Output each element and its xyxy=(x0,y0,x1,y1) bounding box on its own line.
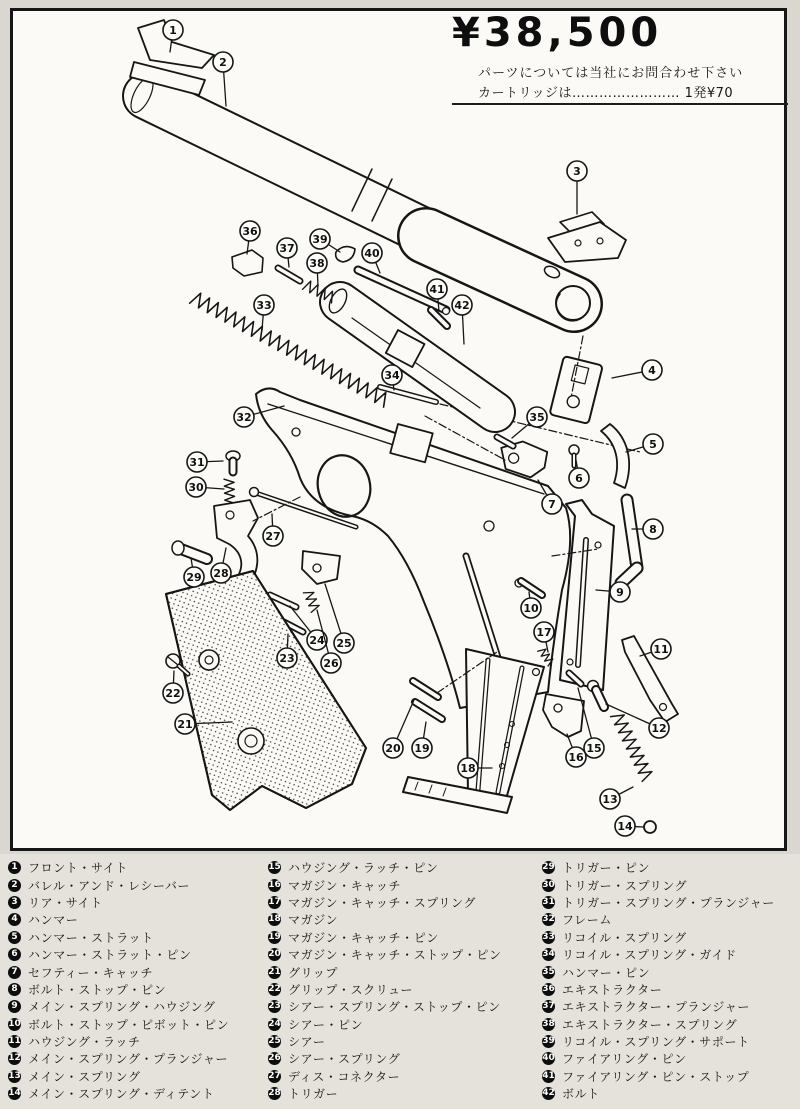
part-label: フロント・サイト xyxy=(28,861,128,876)
part-label: シアー・スプリング xyxy=(288,1052,401,1067)
svg-text:31: 31 xyxy=(189,455,205,469)
callout-balloon-28 xyxy=(211,548,231,583)
parts-list-item xyxy=(268,876,502,893)
svg-text:37: 37 xyxy=(279,241,295,255)
parts-list-item xyxy=(8,998,229,1015)
callout-balloon-25 xyxy=(325,584,354,653)
part-number-badge: 20 xyxy=(268,949,281,960)
part-number-badge: 14 xyxy=(8,1088,21,1099)
svg-text:22: 22 xyxy=(165,686,181,700)
parts-list-item xyxy=(542,946,775,963)
part-number-badge: 30 xyxy=(542,879,555,890)
part-label: リコイル・スプリング・サポート xyxy=(562,1035,750,1050)
parts-list-item xyxy=(542,998,775,1015)
callout-balloon-37 xyxy=(277,238,297,267)
svg-text:26: 26 xyxy=(323,656,339,670)
parts-list-item xyxy=(8,946,229,963)
part-hammer-drawing xyxy=(549,356,602,424)
parts-list-column-3 xyxy=(542,859,775,1102)
part-grip-drawing xyxy=(166,571,366,810)
parts-list-item xyxy=(542,1050,775,1067)
part-number-badge: 9 xyxy=(8,1000,21,1013)
svg-text:42: 42 xyxy=(454,298,470,312)
part-label: バレル・アンド・レシーバー xyxy=(28,878,191,893)
svg-text:33: 33 xyxy=(256,298,272,312)
parts-list-item xyxy=(542,1016,775,1033)
part-number-badge: 31 xyxy=(542,896,555,907)
part-label: ハウジング・ラッチ・ピン xyxy=(288,861,439,876)
svg-text:6: 6 xyxy=(575,471,583,485)
svg-text:8: 8 xyxy=(649,522,657,536)
parts-list-item xyxy=(542,929,775,946)
parts-list-item xyxy=(542,911,775,928)
callout-balloon-30 xyxy=(186,477,224,497)
part-label: マガジン・キャッチ・ストップ・ピン xyxy=(288,948,502,963)
svg-text:3: 3 xyxy=(573,164,581,178)
part-number-badge: 19 xyxy=(268,931,281,942)
part-number-badge: 5 xyxy=(8,931,21,944)
part-number-badge: 6 xyxy=(8,948,21,961)
svg-text:14: 14 xyxy=(617,819,633,833)
parts-list-item xyxy=(268,1068,502,1085)
callout-balloon-19 xyxy=(412,722,432,758)
part-label: メイン・スプリング・ハウジング xyxy=(28,1000,216,1015)
part-hammer-strut-pin-drawing xyxy=(569,445,579,466)
parts-note-line1: パーツについては当社にお問合わせ下さい xyxy=(478,66,744,81)
parts-list-item xyxy=(8,981,229,998)
parts-list-item xyxy=(8,911,229,928)
part-label: リア・サイト xyxy=(28,895,103,910)
svg-text:24: 24 xyxy=(309,633,325,647)
part-label: ハンマー・ストラット・ピン xyxy=(28,948,192,963)
callout-balloon-39 xyxy=(310,229,340,252)
part-label: メイン・スプリング・ディテント xyxy=(28,1087,215,1102)
part-number-badge: 28 xyxy=(268,1088,281,1099)
callout-balloon-13 xyxy=(600,787,633,809)
part-recoil-spring-support-drawing xyxy=(336,247,355,262)
callout-balloon-22 xyxy=(163,671,183,703)
part-label: トリガー・ピン xyxy=(562,861,651,876)
parts-list-item xyxy=(542,876,775,893)
part-number-badge: 16 xyxy=(268,879,281,890)
part-rear-sight-drawing xyxy=(548,212,626,262)
callout-balloon-33 xyxy=(254,295,274,330)
part-number-badge: 21 xyxy=(268,966,281,977)
part-label: ファイアリング・ピン xyxy=(562,1052,687,1067)
svg-text:27: 27 xyxy=(265,529,281,543)
parts-list-item xyxy=(8,1033,229,1050)
svg-text:40: 40 xyxy=(364,246,380,260)
part-number-badge: 12 xyxy=(8,1053,21,1064)
part-label: ハンマー xyxy=(28,913,79,928)
part-label: リコイル・スプリング xyxy=(562,930,687,945)
parts-list-item xyxy=(8,1016,229,1033)
svg-text:10: 10 xyxy=(523,601,539,615)
svg-text:7: 7 xyxy=(548,497,556,511)
parts-list-item xyxy=(8,1068,229,1085)
part-label: セフティー・キャッチ xyxy=(28,965,154,980)
part-hammer-strut-drawing xyxy=(601,424,629,488)
svg-text:30: 30 xyxy=(188,480,204,494)
callout-balloon-2 xyxy=(213,52,233,106)
parts-list-item xyxy=(268,1085,502,1102)
part-number-badge: 11 xyxy=(8,1036,21,1047)
parts-list-item xyxy=(542,963,775,980)
parts-list-item xyxy=(268,963,502,980)
callout-balloon-20 xyxy=(383,700,414,758)
part-label: マガジン・キャッチ・ピン xyxy=(288,930,439,945)
part-sear-drawing xyxy=(302,551,340,584)
part-label: ボルト・ストップ・ピボット・ピン xyxy=(28,1017,230,1032)
parts-list-item xyxy=(268,998,502,1015)
part-label: ボルト xyxy=(562,1087,600,1102)
parts-list-item xyxy=(542,981,775,998)
part-number-badge: 26 xyxy=(268,1053,281,1064)
svg-text:16: 16 xyxy=(568,750,584,764)
part-number-badge: 8 xyxy=(8,983,21,996)
parts-list-item xyxy=(542,859,775,876)
svg-text:28: 28 xyxy=(213,566,229,580)
part-label: メイン・スプリング xyxy=(28,1069,141,1084)
parts-list-item xyxy=(268,1050,502,1067)
svg-text:36: 36 xyxy=(242,224,258,238)
part-number-badge: 1 xyxy=(8,861,21,874)
part-label: エキストラクター・プランジャー xyxy=(562,1000,750,1015)
svg-text:9: 9 xyxy=(616,585,624,599)
part-number-badge: 27 xyxy=(268,1070,281,1081)
part-magazine-catch-stop-pin-drawing xyxy=(413,681,438,697)
header-rule xyxy=(452,103,788,105)
svg-text:20: 20 xyxy=(385,741,401,755)
svg-text:15: 15 xyxy=(586,741,602,755)
parts-list-item xyxy=(268,894,502,911)
svg-text:41: 41 xyxy=(429,282,445,296)
part-label: エキストラクター xyxy=(562,982,663,997)
part-number-badge: 39 xyxy=(542,1036,555,1047)
part-number-badge: 7 xyxy=(8,966,21,979)
part-label: ハウジング・ラッチ xyxy=(28,1035,141,1050)
callout-balloon-4 xyxy=(612,360,662,380)
part-number-badge: 18 xyxy=(268,914,281,925)
part-number-badge: 42 xyxy=(542,1088,555,1099)
part-label: メイン・スプリング・プランジャー xyxy=(28,1052,229,1067)
part-label: マガジン xyxy=(288,913,339,928)
svg-text:1: 1 xyxy=(169,23,177,37)
part-number-badge: 38 xyxy=(542,1018,555,1029)
part-number-badge: 4 xyxy=(8,913,21,926)
part-label: トリガー xyxy=(288,1087,339,1102)
part-sear-spring-drawing xyxy=(303,589,320,612)
part-label: リコイル・スプリング・ガイド xyxy=(562,948,737,963)
parts-list-item xyxy=(8,894,229,911)
parts-list-item xyxy=(268,1016,502,1033)
part-number-badge: 33 xyxy=(542,931,555,942)
parts-list-item xyxy=(8,1050,229,1067)
svg-text:29: 29 xyxy=(186,570,202,584)
part-label: マガジン・キャッチ xyxy=(288,878,402,893)
parts-list-item xyxy=(268,911,502,928)
part-label: トリガー・スプリング xyxy=(562,878,688,893)
part-trigger-spring-plunger-drawing xyxy=(226,451,240,472)
svg-text:21: 21 xyxy=(177,717,193,731)
svg-text:5: 5 xyxy=(649,437,657,451)
part-label: マガジン・キャッチ・スプリング xyxy=(288,895,476,910)
parts-list-item xyxy=(8,963,229,980)
part-number-badge: 25 xyxy=(268,1036,281,1047)
part-label: グリップ・スクリュー xyxy=(288,982,414,997)
part-hammer-pin-drawing xyxy=(497,437,513,446)
svg-text:17: 17 xyxy=(536,625,552,639)
svg-text:12: 12 xyxy=(651,721,667,735)
callout-balloon-3 xyxy=(567,161,587,214)
parts-list-item xyxy=(542,1068,775,1085)
callout-balloon-42 xyxy=(452,295,472,344)
callout-balloon-36 xyxy=(240,221,260,254)
part-number-badge: 10 xyxy=(8,1018,21,1029)
part-number-badge: 2 xyxy=(8,879,21,892)
price-text: ¥38,500 xyxy=(452,10,663,56)
part-label: シアー・ピン xyxy=(288,1017,364,1032)
parts-note-line2: カートリッジは…………………… 1発¥70 xyxy=(478,86,734,101)
part-mainspring-detent-drawing xyxy=(644,821,656,833)
svg-text:19: 19 xyxy=(414,741,430,755)
part-label: ディス・コネクター xyxy=(288,1069,401,1084)
parts-list-item xyxy=(268,929,502,946)
callout-balloon-27 xyxy=(263,514,283,546)
part-label: ボルト・ストップ・ピン xyxy=(28,982,167,997)
svg-text:34: 34 xyxy=(384,368,400,382)
part-number-badge: 23 xyxy=(268,1001,281,1012)
callout-balloon-5 xyxy=(626,434,663,454)
part-extractor-plunger-drawing xyxy=(278,268,300,281)
part-label: シアー・スプリング・ストップ・ピン xyxy=(288,1000,501,1015)
parts-list-item xyxy=(268,859,502,876)
svg-text:18: 18 xyxy=(460,761,476,775)
part-number-badge: 40 xyxy=(542,1053,555,1064)
part-number-badge: 36 xyxy=(542,983,555,994)
parts-list-column-1 xyxy=(8,859,229,1102)
part-number-badge: 24 xyxy=(268,1018,281,1029)
part-number-badge: 35 xyxy=(542,966,555,977)
callout-balloon-31 xyxy=(187,452,223,472)
part-number-badge: 41 xyxy=(542,1070,555,1081)
part-magazine-catch-pin-drawing xyxy=(415,702,442,719)
svg-text:13: 13 xyxy=(602,792,618,806)
part-label: フレーム xyxy=(562,913,612,928)
part-number-badge: 3 xyxy=(8,896,21,909)
svg-text:35: 35 xyxy=(529,410,545,424)
svg-text:25: 25 xyxy=(336,636,352,650)
part-label: グリップ xyxy=(288,965,338,980)
svg-text:32: 32 xyxy=(236,410,252,424)
part-magazine-catch-drawing xyxy=(543,694,584,737)
part-number-badge: 22 xyxy=(268,983,281,994)
part-label: ハンマー・ピン xyxy=(562,965,651,980)
parts-list-item xyxy=(542,894,775,911)
svg-text:39: 39 xyxy=(312,232,328,246)
part-number-badge: 37 xyxy=(542,1001,555,1012)
part-label: ハンマー・ストラット xyxy=(28,930,154,945)
parts-list-item xyxy=(8,1085,229,1102)
parts-list-item xyxy=(268,1033,502,1050)
part-label: トリガー・スプリング・プランジャー xyxy=(562,895,775,910)
part-bolt-stop-pin-drawing xyxy=(621,500,637,583)
parts-list-item xyxy=(8,929,229,946)
part-number-badge: 15 xyxy=(268,862,281,873)
part-number-badge: 13 xyxy=(8,1070,21,1081)
svg-text:38: 38 xyxy=(309,256,325,270)
parts-list-item xyxy=(268,946,502,963)
svg-text:4: 4 xyxy=(648,363,656,377)
part-label: エキストラクター・スプリング xyxy=(562,1017,738,1032)
part-mainspring-drawing xyxy=(611,711,654,781)
parts-list-item xyxy=(8,876,229,893)
part-number-badge: 29 xyxy=(542,862,555,873)
svg-text:23: 23 xyxy=(279,651,295,665)
parts-list-item xyxy=(268,981,502,998)
parts-list-item xyxy=(542,1033,775,1050)
parts-list-item xyxy=(542,1085,775,1102)
part-label: シアー xyxy=(288,1035,326,1050)
parts-list-item xyxy=(8,859,229,876)
part-number-badge: 32 xyxy=(542,914,555,925)
part-trigger-pin-drawing xyxy=(172,541,207,559)
callout-balloon-14 xyxy=(615,816,643,836)
part-number-badge: 17 xyxy=(268,896,281,907)
svg-text:2: 2 xyxy=(219,55,227,69)
part-label: ファイアリング・ピン・ストップ xyxy=(562,1069,750,1084)
part-number-badge: 34 xyxy=(542,949,555,960)
parts-list-column-2 xyxy=(268,859,502,1102)
callout-balloon-16 xyxy=(566,734,586,767)
svg-text:11: 11 xyxy=(653,642,669,656)
